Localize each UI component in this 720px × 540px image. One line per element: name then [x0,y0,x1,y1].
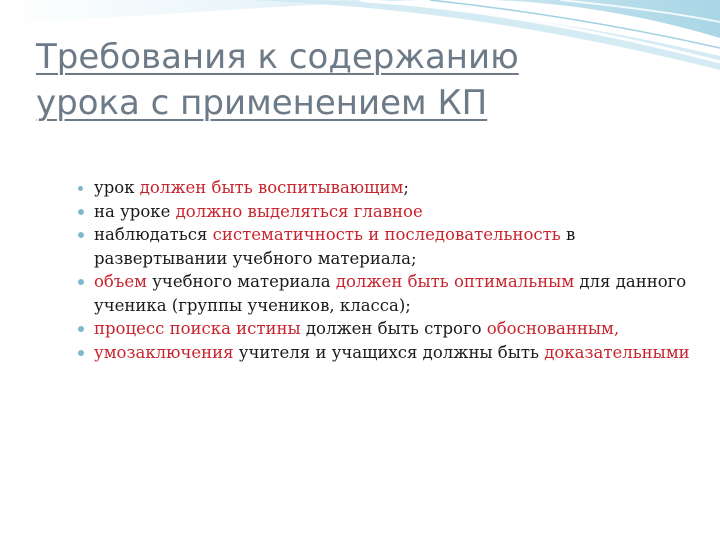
list-item: урок должен быть воспитывающим; [78,176,698,200]
list-item: на уроке должно выделяться главное [78,200,698,224]
slide-title-line-1: Требования к содержанию [36,37,519,77]
bullet-icon [78,186,83,191]
bullet-icon [78,350,84,356]
list-item: объем учебного материала должен быть оптимальным для данного ученика (группы учеников, класса); [78,270,698,317]
bullet-icon [78,209,84,215]
requirements-list [78,176,698,364]
bullet-icon [78,326,84,332]
bullet-icon [78,232,84,238]
bullet-icon [78,279,84,285]
list-item: процесс поиска истины должен быть строго обоснованным, [78,317,698,341]
slide-title-line-2: урока с применением КП [36,83,488,123]
list-item: умозаключения учителя и учащихся должны быть доказательными [78,341,698,365]
slide-title [36,34,686,126]
list-item: наблюдаться систематичность и последовательность в развертывании учебного материала; [78,223,698,270]
